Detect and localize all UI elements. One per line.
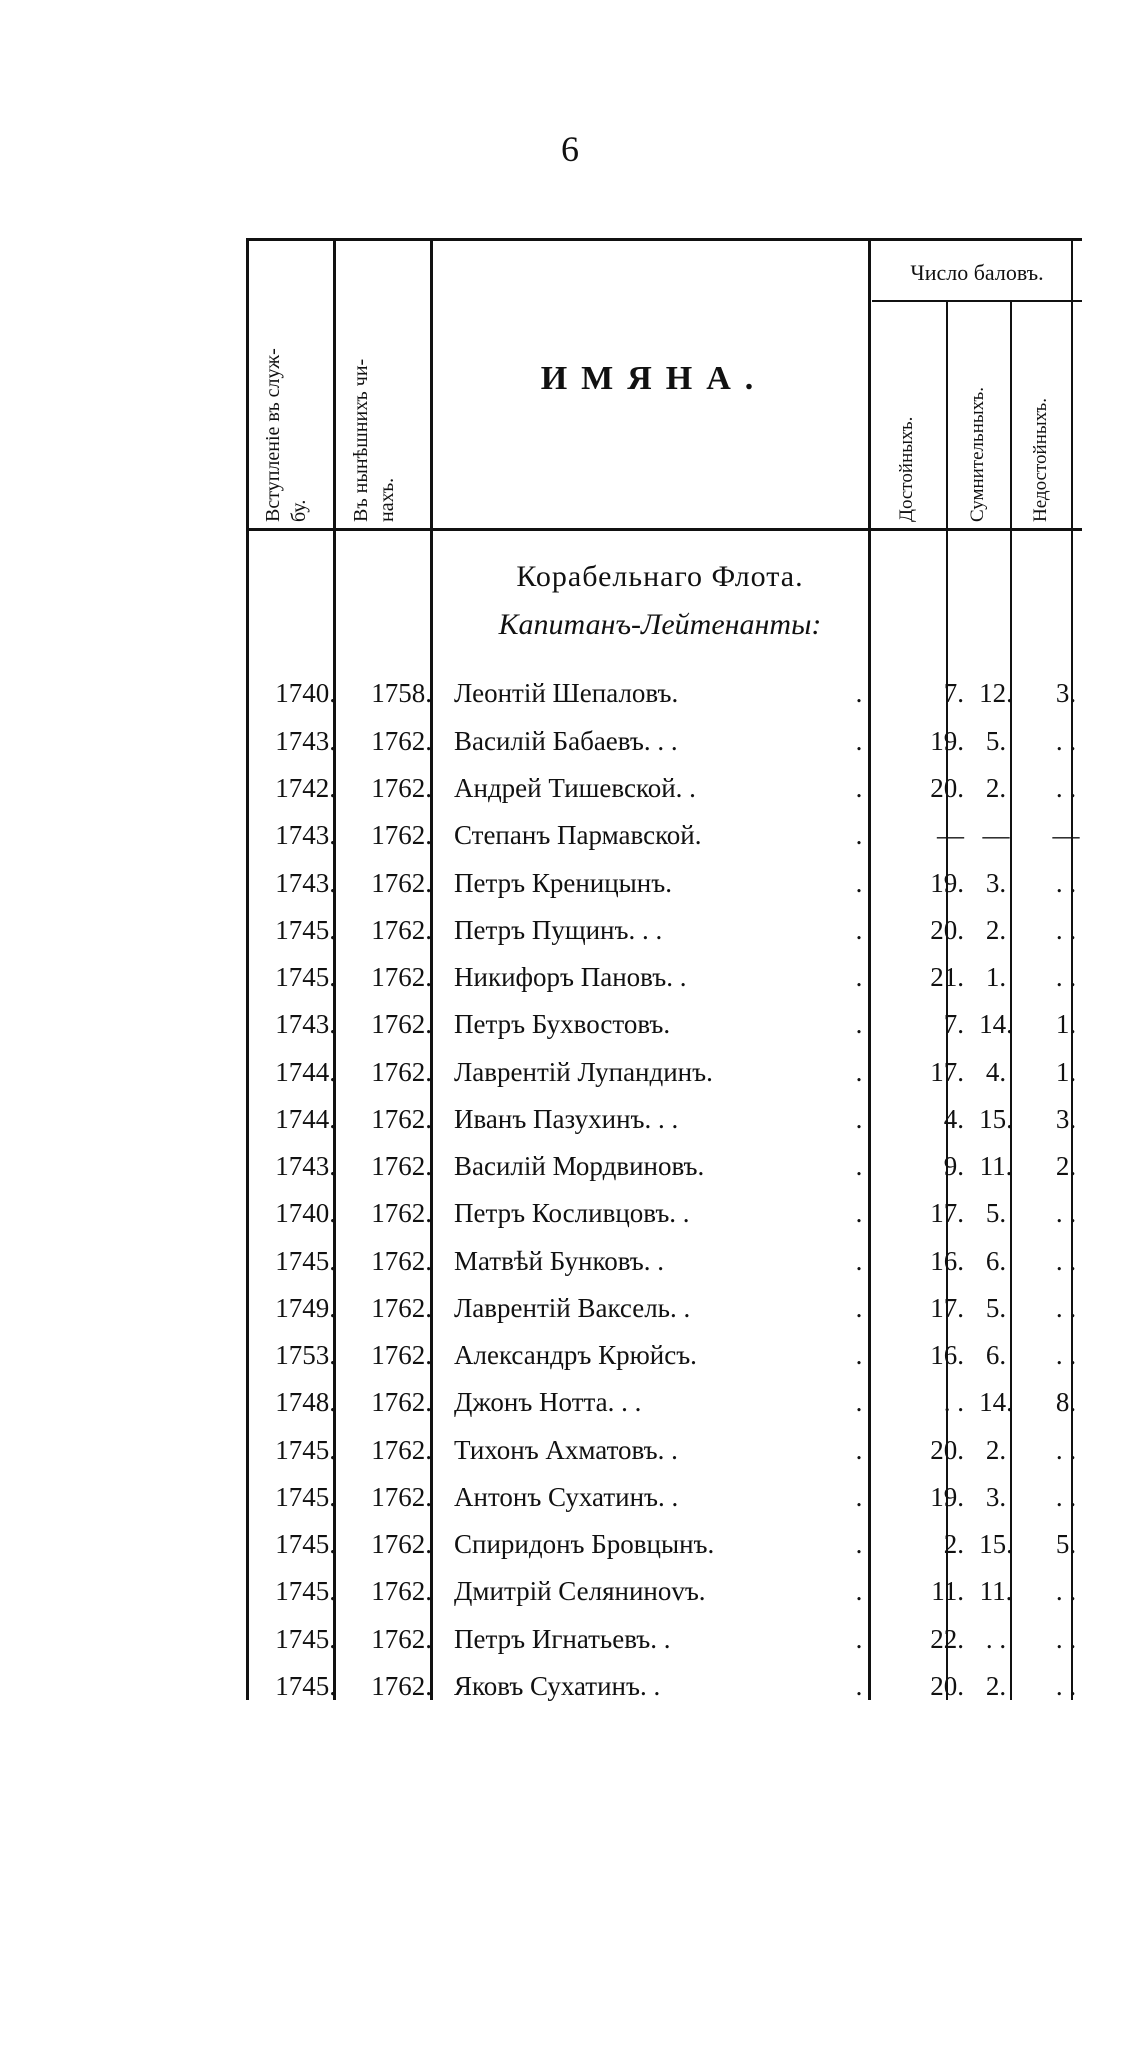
unworthy-count: . . (1055, 1576, 1077, 1606)
person-name: Антонъ Сухатинъ. . (454, 1482, 679, 1512)
entry-year: 1745. (275, 1624, 336, 1654)
person-name: Никифоръ Пановъ. . (454, 962, 687, 992)
table-row (246, 1238, 1083, 1284)
table-header-rule (246, 528, 1082, 531)
rank-year: 1762. (371, 1387, 432, 1417)
leader-dot: . (855, 820, 863, 850)
doubtful-count: 6. (985, 1246, 1007, 1276)
person-name: Матвѣй Бунковъ. . (454, 1246, 665, 1276)
rank-year: 1762. (371, 1340, 432, 1370)
worthy-count: 20. (930, 1671, 964, 1701)
leader-dot: . (855, 1104, 863, 1134)
section-title: Корабельнаго Флота. (516, 560, 804, 593)
worthy-count: 9. (943, 1151, 964, 1181)
doubtful-count: 2. (985, 773, 1007, 803)
worthy-count: 17. (930, 1198, 964, 1228)
person-name: Леонтій Шепаловъ. (454, 678, 679, 708)
unworthy-count: . . (1055, 962, 1077, 992)
header-unworthy: Недостойныхъ. (1030, 398, 1051, 522)
entry-year: 1745. (275, 1576, 336, 1606)
doubtful-count: 14. (979, 1009, 1013, 1039)
leader-dot: . (855, 726, 863, 756)
table-row (246, 1521, 1083, 1567)
worthy-count: . . (943, 1387, 964, 1417)
leader-dot: . (855, 1576, 863, 1606)
entry-year: 1745. (275, 1529, 336, 1559)
entry-year: 1744. (275, 1057, 336, 1087)
table-row (246, 670, 1083, 716)
table-row (246, 1001, 1083, 1047)
leader-dot: . (855, 1198, 863, 1228)
worthy-count: 20. (930, 773, 964, 803)
page-number: 6 (561, 129, 579, 169)
rank-year: 1762. (371, 1529, 432, 1559)
rank-year: 1762. (371, 773, 432, 803)
worthy-count: 20. (930, 915, 964, 945)
entry-year: 1743. (275, 1151, 336, 1181)
rank-year: 1762. (371, 1246, 432, 1276)
worthy-count: 22. (930, 1624, 964, 1654)
unworthy-count: . . (1055, 1246, 1077, 1276)
doubtful-count: 11. (979, 1151, 1013, 1181)
unworthy-count: 1. (1055, 1009, 1077, 1039)
worthy-count: 4. (943, 1104, 964, 1134)
rank-year: 1762. (371, 726, 432, 756)
worthy-count: 19. (930, 1482, 964, 1512)
doubtful-count: 12. (979, 678, 1013, 708)
header-entry-service: Вступленіе въ служ- бу. (262, 348, 310, 522)
rank-year: 1762. (371, 1576, 432, 1606)
worthy-count: 20. (930, 1435, 964, 1465)
person-name: Тихонъ Ахматовъ. . (454, 1435, 678, 1465)
person-name: Степанъ Пармавской. (454, 820, 702, 850)
person-name: Василій Мордвиновъ. (454, 1151, 705, 1181)
doubtful-count: 6. (985, 1340, 1007, 1370)
leader-dot: . (855, 868, 863, 898)
rank-year: 1762. (371, 868, 432, 898)
person-name: Спиридонъ Бровцынъ. (454, 1529, 715, 1559)
person-name: Дмитрій Селянинovъ. (454, 1576, 706, 1606)
unworthy-count: . . (1055, 773, 1077, 803)
leader-dot: . (855, 1624, 863, 1654)
doubtful-count: 14. (979, 1387, 1013, 1417)
rank-year: 1762. (371, 1293, 432, 1323)
worthy-count: 19. (930, 726, 964, 756)
header-names: ИМЯНА. (540, 360, 768, 397)
table-row (246, 1096, 1083, 1142)
doubtful-count: 4. (985, 1057, 1007, 1087)
rank-year: 1762. (371, 1624, 432, 1654)
person-name: Лаврентій Лупандинъ. (454, 1057, 713, 1087)
entry-year: 1753. (275, 1340, 336, 1370)
table-top-rule (246, 238, 1082, 241)
unworthy-count: . . (1055, 1482, 1077, 1512)
table-row (246, 860, 1083, 906)
table-row (246, 1474, 1083, 1520)
unworthy-count: . . (1055, 1435, 1077, 1465)
worthy-count: 2. (943, 1529, 964, 1559)
entry-year: 1745. (275, 1482, 336, 1512)
entry-year: 1743. (275, 868, 336, 898)
person-name: Лаврентій Ваксель. . (454, 1293, 691, 1323)
worthy-count: 11. (931, 1576, 964, 1606)
rank-year: 1762. (371, 915, 432, 945)
entry-year: 1743. (275, 726, 336, 756)
worthy-count: — (937, 820, 964, 850)
table-row (246, 718, 1083, 764)
table-row (246, 1427, 1083, 1473)
rank-year: 1762. (371, 1671, 432, 1701)
worthy-count: 7. (943, 1009, 964, 1039)
unworthy-count: — (1052, 820, 1080, 850)
entry-year: 1745. (275, 1246, 336, 1276)
entry-year: 1743. (275, 1009, 336, 1039)
leader-dot: . (855, 962, 863, 992)
entry-year: 1740. (275, 1198, 336, 1228)
rank-year: 1762. (371, 1009, 432, 1039)
person-name: Петръ Бухвостовъ. (454, 1009, 671, 1039)
unworthy-count: . . (1055, 1671, 1077, 1701)
unworthy-count: 1. (1055, 1057, 1077, 1087)
person-name: Александръ Крюйсъ. (454, 1340, 697, 1370)
rank-year: 1762. (371, 962, 432, 992)
leader-dot: . (855, 773, 863, 803)
unworthy-count: . . (1055, 1293, 1077, 1323)
header-worthy: Достойныхъ. (896, 416, 917, 522)
unworthy-count: 3. (1055, 1104, 1077, 1134)
doubtful-count: 5. (985, 1198, 1007, 1228)
entry-year: 1745. (275, 915, 336, 945)
worthy-count: 21. (930, 962, 964, 992)
person-name: Андрей Тишевской. . (454, 773, 696, 803)
entry-year: 1742. (275, 773, 336, 803)
table-row (246, 1568, 1083, 1614)
table-row (246, 1143, 1083, 1189)
leader-dot: . (855, 915, 863, 945)
worthy-count: 16. (930, 1340, 964, 1370)
doubtful-count: 5. (985, 726, 1007, 756)
leader-dot: . (855, 1057, 863, 1087)
rank-year: 1758. (371, 678, 432, 708)
doubtful-count: 3. (985, 1482, 1007, 1512)
unworthy-count: 8. (1055, 1387, 1077, 1417)
header-current-rank: Въ нынѣшнихъ чи- нахъ. (350, 358, 398, 522)
entry-year: 1748. (275, 1387, 336, 1417)
leader-dot: . (855, 1151, 863, 1181)
doubtful-count: 15. (979, 1104, 1013, 1134)
table-row (246, 1663, 1083, 1709)
doubtful-count: — (982, 820, 1010, 850)
table-row (246, 1049, 1083, 1095)
person-name: Петръ Креницынъ. (454, 868, 672, 898)
doubtful-count: 2. (985, 1435, 1007, 1465)
leader-dot: . (855, 1482, 863, 1512)
entry-year: 1745. (275, 962, 336, 992)
rank-year: 1762. (371, 1057, 432, 1087)
table-row (246, 1616, 1083, 1662)
unworthy-count: 3. (1055, 678, 1077, 708)
header-doubtful: Сумнительныхъ. (967, 387, 988, 522)
table-row (246, 907, 1083, 953)
rank-year: 1762. (371, 1198, 432, 1228)
rank-year: 1762. (371, 1435, 432, 1465)
person-name: Петръ Пущинъ. . . (454, 915, 663, 945)
rank-year: 1762. (371, 820, 432, 850)
leader-dot: . (855, 1529, 863, 1559)
rank-year: 1762. (371, 1104, 432, 1134)
doubtful-count: 2. (985, 915, 1007, 945)
doubtful-count: 15. (979, 1529, 1013, 1559)
person-name: Джонъ Нотта. . . (454, 1387, 642, 1417)
person-name: Петръ Косливцовъ. . (454, 1198, 690, 1228)
leader-dot: . (855, 1435, 863, 1465)
person-name: Петръ Игнатьевъ. . (454, 1624, 671, 1654)
unworthy-count: . . (1055, 1340, 1077, 1370)
table-row (246, 812, 1083, 858)
entry-year: 1749. (275, 1293, 336, 1323)
entry-year: 1745. (275, 1671, 336, 1701)
doubtful-count: 5. (985, 1293, 1007, 1323)
doubtful-count: 2. (985, 1671, 1007, 1701)
entry-year: 1744. (275, 1104, 336, 1134)
person-name: Василій Бабаевъ. . . (454, 726, 678, 756)
table-row (246, 1285, 1083, 1331)
unworthy-count: . . (1055, 868, 1077, 898)
table-row (246, 954, 1083, 1000)
rank-year: 1762. (371, 1151, 432, 1181)
leader-dot: . (855, 1671, 863, 1701)
worthy-count: 7. (943, 678, 964, 708)
unworthy-count: 5. (1055, 1529, 1077, 1559)
leader-dot: . (855, 1009, 863, 1039)
table-row (246, 765, 1083, 811)
table-row (246, 1332, 1083, 1378)
worthy-count: 17. (930, 1293, 964, 1323)
section-subtitle: Капитанъ-Лейтенанты: (498, 608, 822, 641)
unworthy-count: . . (1055, 1624, 1077, 1654)
leader-dot: . (855, 1340, 863, 1370)
leader-dot: . (855, 1246, 863, 1276)
entry-year: 1743. (275, 820, 336, 850)
entry-year: 1745. (275, 1435, 336, 1465)
unworthy-count: . . (1055, 915, 1077, 945)
doubtful-count: 3. (985, 868, 1007, 898)
worthy-count: 16. (930, 1246, 964, 1276)
doubtful-count: 11. (979, 1576, 1013, 1606)
doubtful-count: 1. (985, 962, 1007, 992)
person-name: Иванъ Пазухинъ. . . (454, 1104, 679, 1134)
leader-dot: . (855, 1293, 863, 1323)
leader-dot: . (855, 1387, 863, 1417)
entry-year: 1740. (275, 678, 336, 708)
worthy-count: 17. (930, 1057, 964, 1087)
worthy-count: 19. (930, 868, 964, 898)
leader-dot: . (855, 678, 863, 708)
person-name: Яковъ Сухатинъ. . (454, 1671, 661, 1701)
table-row (246, 1379, 1083, 1425)
unworthy-count: . . (1055, 1198, 1077, 1228)
ball-group-rule (872, 300, 1082, 302)
unworthy-count: . . (1055, 726, 1077, 756)
rank-year: 1762. (371, 1482, 432, 1512)
doubtful-count: . . (985, 1624, 1007, 1654)
header-ball-count: Число баловъ. (910, 260, 1044, 285)
table-row (246, 1190, 1083, 1236)
unworthy-count: 2. (1055, 1151, 1077, 1181)
